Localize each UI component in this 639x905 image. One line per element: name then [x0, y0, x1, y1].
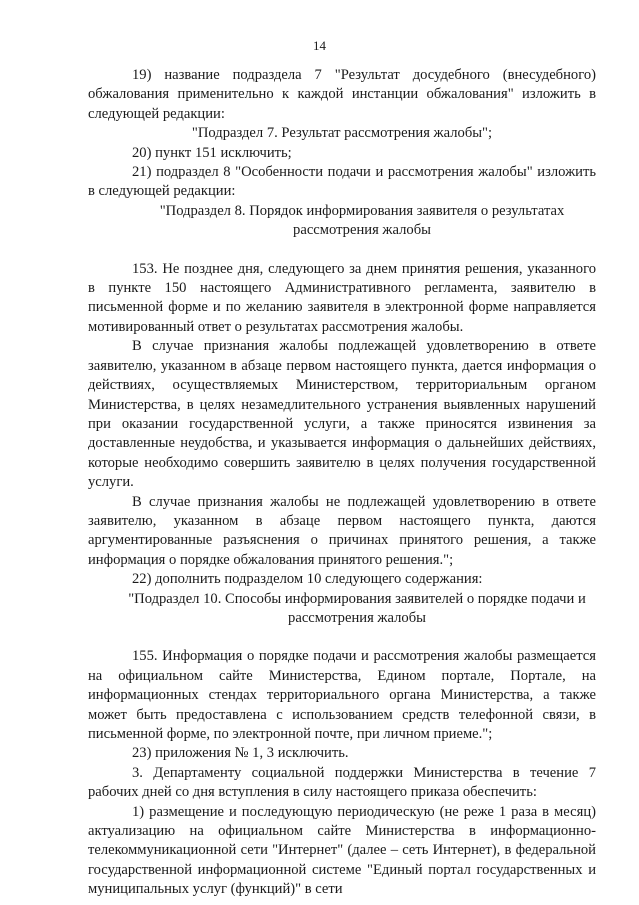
paragraph-item-20: 20) пункт 151 исключить;: [132, 144, 292, 161]
paragraph-item-19: 19) название подраздела 7 "Результат досудебного (внесудебного) обжалования применительно к каждой инстанции обжалования" изложить в следующей редакции:: [88, 67, 596, 122]
paragraph-satisfied: В случае признания жалобы подлежащей удовлетворению в ответе заявителю, указанном в абзаце первом настоящего пункта, дается информация о действиях, осуществляемых Министерством, территориальным органом Министерства, в целях незамедлительного устранения выявленных нарушений при оказании государственной услуги, а также приносятся извинения за доставленные неудобства, и указывается информация о дальнейших действиях, которые необходимо совершить заявителю в целях получения государственной услуги.: [88, 338, 596, 491]
spacer: [88, 628, 596, 647]
document-body: [88, 66, 596, 900]
quoted-heading-10: "Подраздел 10. Способы информирования заявителей о порядке подачи и рассмотрения жалобы: [128, 590, 586, 626]
spacer: [88, 241, 596, 260]
page-number: 14: [313, 38, 326, 53]
paragraph-item-22: 22) дополнить подразделом 10 следующего содержания:: [132, 571, 483, 588]
paragraph-subitem-1: 1) размещение и последующую периодическую (не реже 1 раза в месяц) актуализацию на официальном сайте Министерства в информационно-телекоммуникационной сети "Интернет" (далее – сеть Интернет), в федеральной государственной информационной системе "Единый портал государственных и муниципальных услуг (функций)" в сети: [88, 803, 596, 898]
paragraph-item-21: 21) подраздел 8 "Особенности подачи и рассмотрения жалобы" изложить в следующей редакции:: [88, 164, 596, 200]
paragraph-not-satisfied: В случае признания жалобы не подлежащей удовлетворению в ответе заявителю, указанном в абзаце первом настоящего пункта, даются аргументированные разъяснения о причинах принятого решения, а также информация о порядке обжалования принятого решения.";: [88, 493, 596, 568]
paragraph-section-3: 3. Департаменту социальной поддержки Министерства в течение 7 рабочих дней со дня вступления в силу настоящего приказа обеспечить:: [88, 764, 596, 801]
paragraph-155: 155. Информация о порядке подачи и рассмотрения жалобы размещается на официальном сайте Министерства, Едином портале, Портале, на информационных стендах территориального органа Министерства, а также может быть предоставлена с использованием средств телефонной связи, в письменной форме, по электронной почте, при личном приеме.";: [88, 648, 596, 742]
quoted-heading-7: "Подраздел 7. Результат рассмотрения жалобы";: [191, 125, 493, 142]
quoted-heading-8: "Подраздел 8. Порядок информирования заявителя о результатах рассмотрения жалобы: [159, 202, 565, 239]
paragraph-153: 153. Не позднее дня, следующего за днем принятия решения, указанного в пункте 150 настоящего Административного регламента, заявителю в письменной форме и по желанию заявителя в электронной форме направляется мотивированный ответ о результатах рассмотрения жалобы.: [88, 260, 596, 335]
paragraph-item-23: 23) приложения № 1, 3 исключить.: [132, 745, 349, 762]
